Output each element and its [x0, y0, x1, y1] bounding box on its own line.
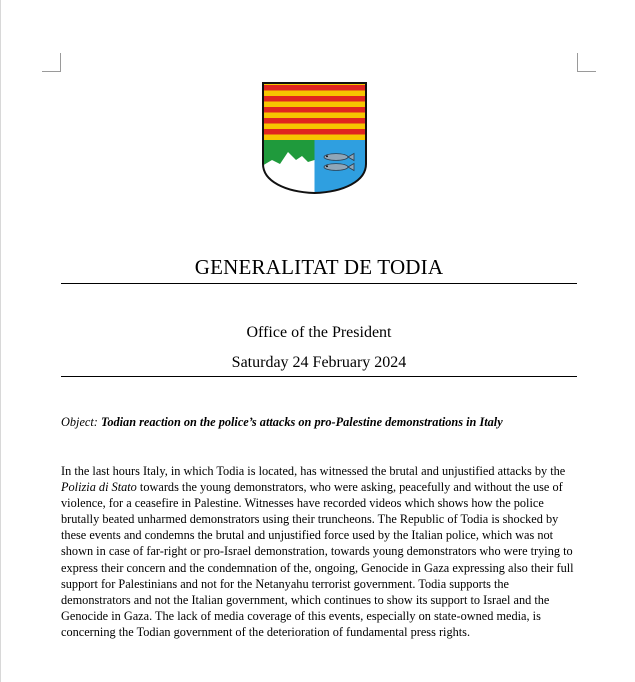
date-heading: Saturday 24 February 2024: [231, 354, 407, 371]
body-italic-term: Polizia di Stato: [61, 480, 137, 495]
page-title: GENERALITAT DE TODIA: [194, 255, 444, 279]
title-divider: [61, 283, 577, 284]
office-heading: Office of the President: [246, 324, 392, 341]
body-text-part2: towards the young demonstrators, who were asking, peacefully and without the use of violence, for a ceasefire in Palestine. Witnesses have recorded videos which shows how the police brutally beated unharmed demonstrators using their truncheons. The Republic of Todia is shocked by these events and condemns the brutal and unjustified force used by the Italian police, which was not shown in case of far-right or pro-Israel demonstration, towards young demonstrators who were trying to express their concern and the condemnation of the, ongoing, Genocide in Gaza expressing also their full support for Palestinians and not for the Netanyahu terrorist government. Todia supports the demonstrators and not the Italian government, which continues to show its support to Israel and the Genocide in Gaza. The lack of media coverage of this events, especially on state-owned media, is concerning the Todian government of the deterioration of fundamental press rights.: [61, 480, 574, 639]
header-divider: [61, 376, 577, 377]
crop-mark-top-left: [42, 53, 61, 72]
object-subject: Todian reaction on the police’s attacks on pro-Palestine demonstrations in Italy: [100, 415, 503, 429]
object-line: [61, 415, 581, 430]
body-text-part1: In the last hours Italy, in which Todia is located, has witnessed the brutal and unjustified attacks by the: [61, 464, 566, 478]
crop-mark-top-right: [577, 53, 596, 72]
body-paragraph: [61, 463, 579, 640]
page-edge: [0, 0, 1, 682]
object-label: Object:: [61, 415, 98, 429]
coat-of-arms-icon: [262, 82, 367, 194]
